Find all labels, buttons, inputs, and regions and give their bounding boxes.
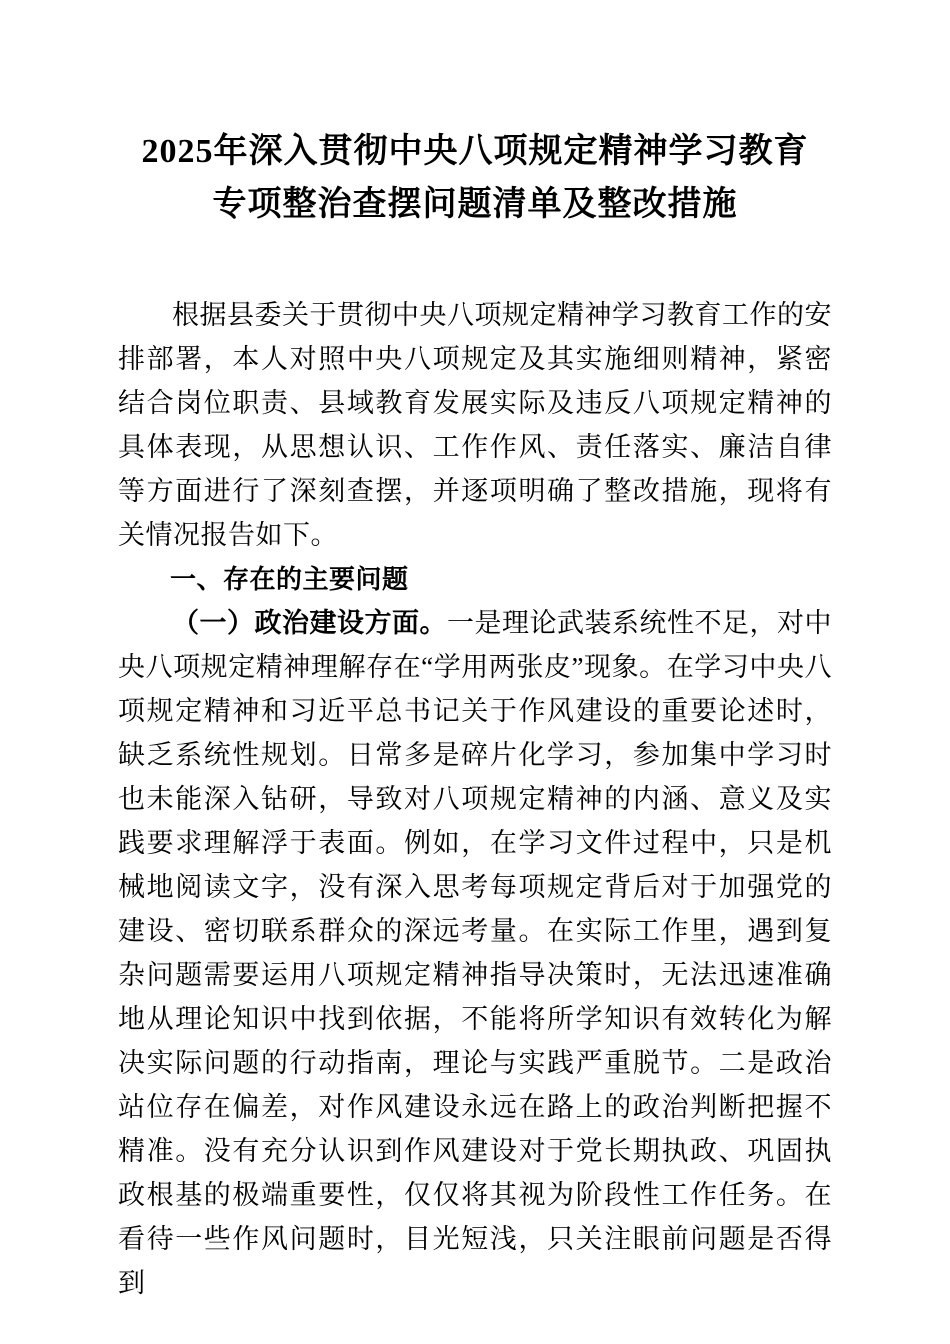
- paragraph-intro: 根据县委关于贯彻中央八项规定精神学习教育工作的安排部署，本人对照中央八项规定及其实施细则精神，紧密结合岗位职责、县域教育发展实际及违反八项规定精神的具体表现，从思想认识、工作作风、责任落实、廉洁自律等方面进行了深刻查摆，并逐项明确了整改措施，现将有关情况报告如下。: [118, 300, 832, 551]
- document-title: [118, 126, 832, 231]
- paragraph-body-political-construction: 一是理论武装系统性不足，对中央八项规定精神理解存在“学用两张皮”现象。在学习中央八项规定精神和习近平总书记关于作风建设的重要论述时，缺乏系统性规划。日常多是碎片化学习，参加集中学习时也未能深入钻研，导致对八项规定精神的内涵、意义及实践要求理解浮于表面。例如，在学习文件过程中，只是机械地阅读文字，没有深入思考每项规定背后对于加强党的建设、密切联系群众的深远考量。在实际工作里，遇到复杂问题需要运用八项规定精神指导决策时，无法迅速准确地从理论知识中找到依据，不能将所学知识有效转化为解决实际问题的行动指南，理论与实践严重脱节。二是政治站位存在偏差，对作风建设永远在路上的政治判断把握不精准。没有充分认识到作风建设对于党长期执政、巩固执政根基的极端重要性，仅仅将其视为阶段性工作任务。在看待一些作风问题时，目光短浅，只关注眼前问题是否得到: [118, 608, 832, 1299]
- title-line-2: 专项整治查摆问题清单及整改措施: [212, 185, 738, 223]
- title-line-1: 2025年深入贯彻中央八项规定精神学习教育: [141, 133, 809, 170]
- paragraph-political-construction: [118, 601, 832, 1305]
- section-heading-main-problems: 一、存在的主要问题: [170, 564, 409, 595]
- paragraph-lead-political-construction: （一）政治建设方面。: [172, 608, 447, 639]
